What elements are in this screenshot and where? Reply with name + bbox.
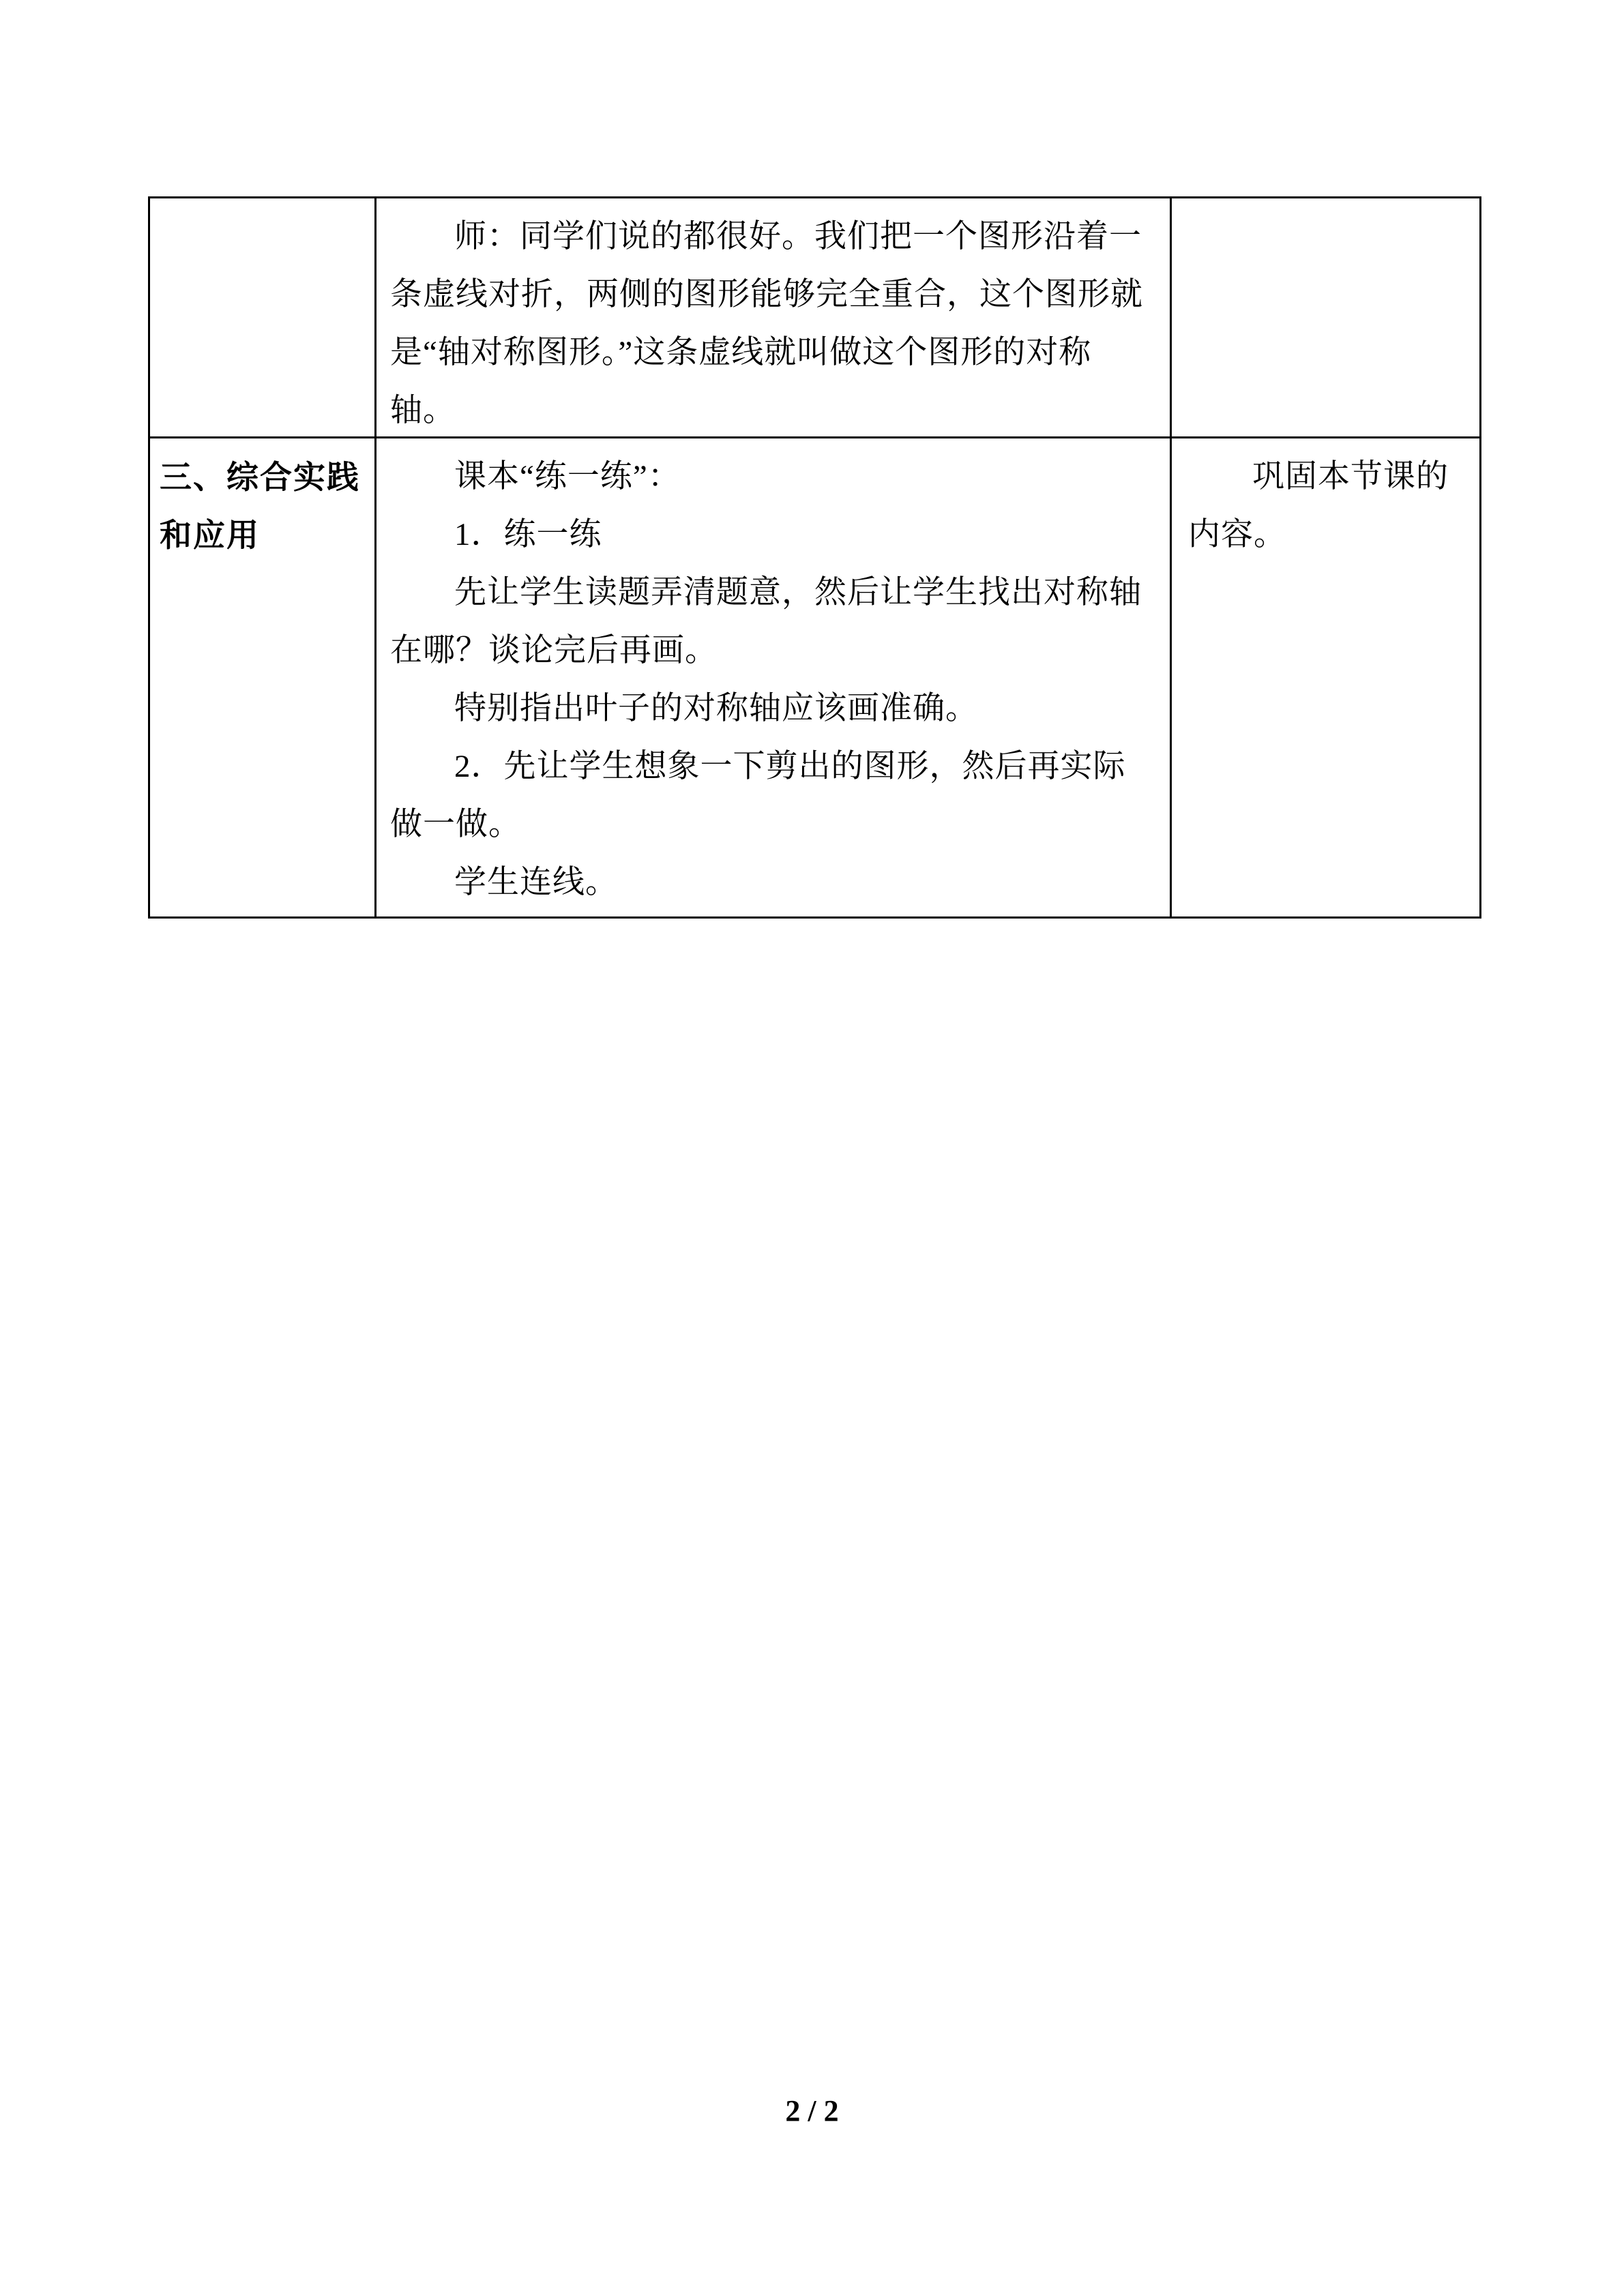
cell-blank-right (1172, 198, 1479, 438)
text-line: 特别指出叶子的对称轴应该画准确。 (454, 691, 978, 726)
cell-teaching-process (377, 438, 1172, 916)
text-line: 2．先让学生想象一下剪出的图形，然后再实际 (454, 749, 1126, 784)
text-line: 内容。 (1188, 517, 1286, 552)
text-line: 巩固本节课的 (1252, 459, 1449, 494)
cell-section-title (150, 438, 377, 916)
cell-design-intent (1172, 438, 1479, 916)
page-number: 2 / 2 (785, 2094, 839, 2128)
text-line: 做一做。 (390, 807, 521, 842)
lesson-plan-table (148, 196, 1481, 919)
text-line: 条虚线对折，两侧的图形能够完全重合，这个图形就 (390, 277, 1143, 312)
section-title-line: 和应用 (160, 517, 260, 553)
text-line: 课本“练一练”： (454, 459, 681, 494)
text-line: 先让学生读题弄清题意，然后让学生找出对称轴 (454, 575, 1142, 610)
section-title-line: 三、综合实践 (160, 459, 360, 495)
cell-blank-left (150, 198, 377, 438)
text-line: 师：同学们说的都很好。我们把一个图形沿着一 (454, 219, 1142, 254)
text-line: 在哪？谈论完后再画。 (390, 633, 718, 668)
text-line: 学生连线。 (454, 865, 618, 900)
text-line: 轴。 (390, 393, 456, 428)
text-line: 1．练一练 (454, 517, 602, 552)
cell-teacher-summary (377, 198, 1172, 438)
text-line: 是“轴对称图形。”这条虚线就叫做这个图形的对称 (390, 335, 1092, 370)
